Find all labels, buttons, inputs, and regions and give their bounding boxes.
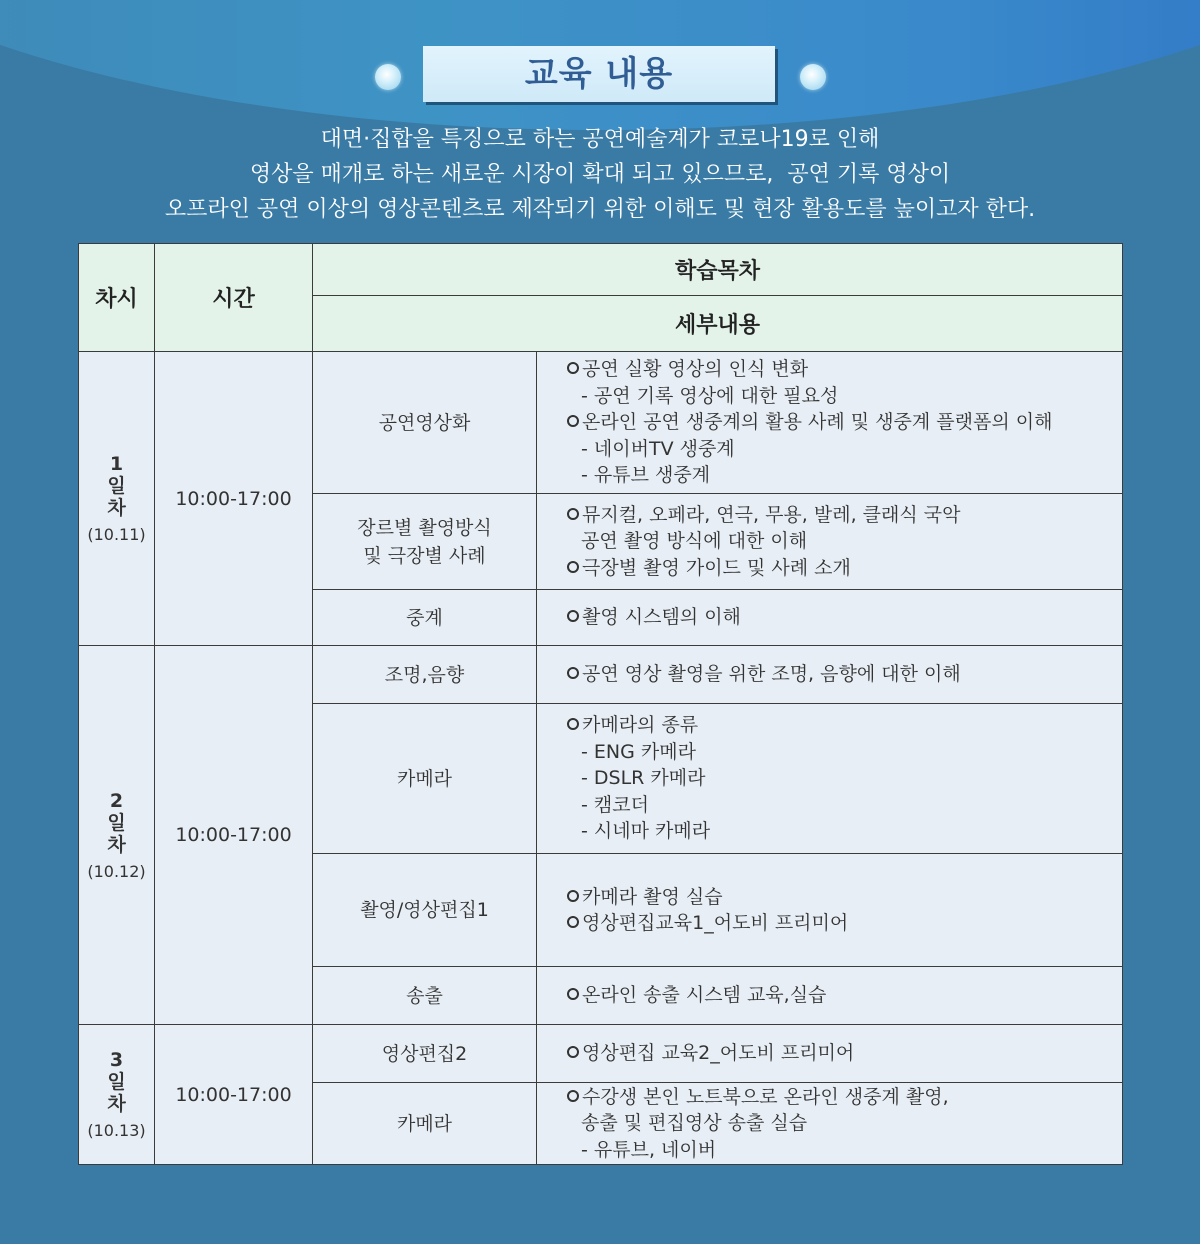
detail-line (567, 884, 1122, 911)
intro-text (0, 122, 1200, 227)
session-date: (10.12) (87, 861, 146, 881)
curriculum-table (78, 243, 1123, 1165)
topic-label: 촬영/영상편집1 (360, 899, 489, 921)
circle-bullet-icon (567, 988, 579, 1000)
topic-label: 중계 (406, 606, 443, 629)
detail-text: 온라인 송출 시스템 교육,실습 (582, 984, 827, 1007)
detail-line (567, 712, 1122, 739)
detail-line (567, 1084, 1122, 1111)
detail-line (567, 1110, 1122, 1137)
detail-cell (537, 704, 1123, 854)
detail-text: 온라인 공연 생중계의 활용 사례 및 생중계 플랫폼의 이해 (582, 411, 1053, 434)
session-cell (79, 352, 155, 646)
detail-text: 극장별 촬영 가이드 및 사례 소개 (582, 556, 851, 579)
topic-label: 카메라 (396, 1112, 453, 1135)
detail-line (567, 604, 1122, 631)
topic-label: 장르별 촬영방식 (357, 516, 492, 539)
session-label-char: 일 (107, 475, 126, 497)
session-label-char: 1 (109, 453, 124, 475)
circle-bullet-icon (567, 415, 579, 427)
detail-text: - DSLR 카메라 (581, 767, 706, 790)
detail-text: 영상편집 교육2_어도비 프리미어 (582, 1042, 855, 1065)
detail-text: 수강생 본인 노트북으로 온라인 생중계 촬영, (582, 1085, 949, 1108)
topic-cell (313, 967, 537, 1025)
detail-text: 공연 실황 영상의 인식 변화 (582, 358, 809, 381)
title-banner (0, 46, 1200, 104)
session-label-char: 차 (107, 833, 126, 856)
detail-line (567, 409, 1122, 436)
detail-line (567, 555, 1122, 582)
topic-label: 및 극장별 사례 (363, 544, 486, 567)
topic-cell (313, 646, 537, 704)
header-session: 차시 (79, 244, 155, 352)
left-dot-icon (375, 64, 401, 90)
session-label-char: 2 (109, 789, 124, 812)
topic-label: 조명,음향 (384, 663, 465, 686)
topic-label: 카메라 (396, 767, 453, 790)
circle-bullet-icon (567, 667, 579, 679)
circle-bullet-icon (567, 1090, 579, 1102)
detail-line (567, 661, 1122, 688)
table-row (79, 646, 1123, 704)
detail-line (567, 910, 1122, 937)
detail-line (567, 383, 1122, 410)
circle-bullet-icon (567, 890, 579, 902)
detail-cell (537, 967, 1123, 1025)
detail-cell (537, 352, 1123, 494)
circle-bullet-icon (567, 916, 579, 928)
session-label (107, 790, 125, 856)
detail-text: - 공연 기록 영상에 대한 필요성 (581, 384, 839, 407)
session-time: 10:00-17:00 (155, 352, 313, 646)
detail-cell (537, 590, 1123, 646)
intro-line: 영상을 매개로 하는 새로운 시장이 확대 되고 있으므로, 공연 기록 영상이 (249, 162, 951, 187)
detail-line (567, 528, 1122, 555)
detail-cell (537, 854, 1123, 967)
circle-bullet-icon (567, 508, 579, 520)
header-time: 시간 (155, 244, 313, 352)
session-cell (79, 646, 155, 1025)
topic-cell (313, 854, 537, 967)
detail-line (567, 818, 1122, 845)
topic-label: 송출 (406, 984, 443, 1007)
session-label-char: 차 (107, 1093, 126, 1115)
circle-bullet-icon (567, 610, 579, 622)
detail-text: - 유튜브 생중계 (581, 464, 711, 487)
detail-text: - 시네마 카메라 (581, 820, 711, 843)
detail-line (567, 739, 1122, 766)
session-label-char: 일 (107, 811, 126, 834)
header-topic: 학습목차 (313, 244, 1123, 296)
topic-cell (313, 494, 537, 590)
detail-cell (537, 1025, 1123, 1083)
detail-line (567, 1137, 1122, 1164)
detail-text: - 네이버TV 생중계 (581, 437, 735, 460)
header-detail: 세부내용 (313, 296, 1123, 352)
detail-line (567, 462, 1122, 489)
session-label-char: 일 (107, 1071, 126, 1093)
detail-line (567, 982, 1122, 1009)
detail-line (567, 765, 1122, 792)
detail-text: 영상편집교육1_어도비 프리미어 (582, 912, 849, 934)
circle-bullet-icon (567, 362, 579, 374)
detail-text: - ENG 카메라 (581, 740, 696, 763)
detail-text: 공연 영상 촬영을 위한 조명, 음향에 대한 이해 (582, 663, 961, 686)
detail-line (567, 1040, 1122, 1067)
table-row (79, 352, 1123, 494)
circle-bullet-icon (567, 718, 579, 730)
detail-text: - 캠코더 (581, 793, 649, 816)
detail-cell (537, 646, 1123, 704)
topic-label: 영상편집2 (381, 1042, 468, 1065)
detail-line (567, 792, 1122, 819)
detail-text: 공연 촬영 방식에 대한 이해 (581, 530, 808, 553)
session-date: (10.13) (87, 1121, 146, 1140)
right-dot-icon (800, 64, 826, 90)
topic-cell (313, 1083, 537, 1165)
circle-bullet-icon (567, 561, 579, 573)
detail-line (567, 356, 1122, 383)
detail-text: - 유튜브, 네이버 (581, 1138, 717, 1161)
session-label-char: 차 (107, 497, 126, 519)
detail-text: 카메라의 종류 (582, 714, 699, 737)
detail-text: 송출 및 편집영상 송출 실습 (581, 1112, 808, 1135)
detail-line (567, 436, 1122, 463)
section-title: 교육 내용 (423, 46, 775, 102)
session-date: (10.11) (87, 525, 146, 544)
intro-line: 대면·집합을 특징으로 하는 공연예술계가 코로나19로 인해 (320, 127, 880, 152)
detail-text: 카메라 촬영 실습 (582, 885, 723, 908)
table-body (79, 352, 1123, 1165)
detail-cell (537, 1083, 1123, 1165)
session-time: 10:00-17:00 (155, 646, 313, 1025)
session-label (107, 1049, 125, 1115)
topic-cell (313, 1025, 537, 1083)
detail-cell (537, 494, 1123, 590)
session-label-char: 3 (109, 1049, 124, 1071)
topic-label: 공연영상화 (378, 411, 471, 434)
session-time: 10:00-17:00 (155, 1025, 313, 1165)
topic-cell (313, 352, 537, 494)
detail-text: 촬영 시스템의 이해 (582, 606, 741, 629)
topic-cell (313, 590, 537, 646)
detail-text: 뮤지컬, 오페라, 연극, 무용, 발레, 클래식 국악 (582, 503, 961, 526)
session-cell (79, 1025, 155, 1165)
session-label (107, 453, 125, 519)
circle-bullet-icon (567, 1046, 579, 1058)
table-row (79, 1025, 1123, 1083)
detail-line (567, 502, 1122, 529)
intro-line: 오프라인 공연 이상의 영상콘텐츠로 제작되기 위한 이해도 및 현장 활용도를 높이고자 한다. (164, 197, 1036, 222)
topic-cell (313, 704, 537, 854)
